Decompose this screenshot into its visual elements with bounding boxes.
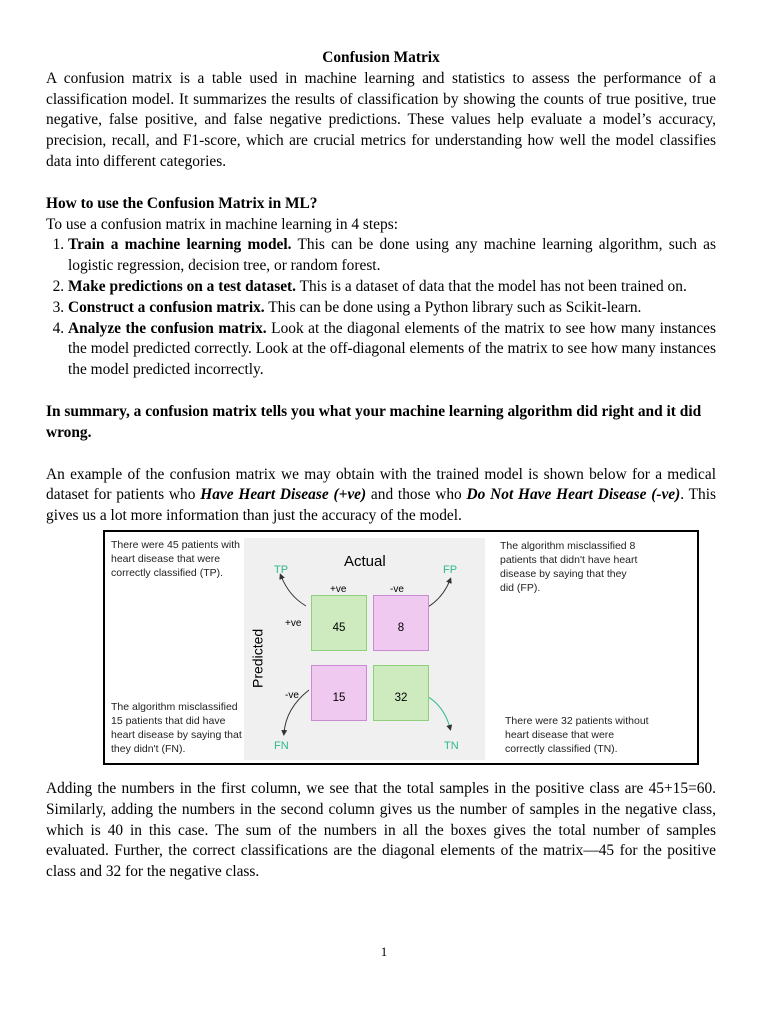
steps-list [46, 235, 716, 381]
row-header-neg: -ve [285, 689, 299, 701]
note-fp: The algorithm misclassified 8 patients that didn't have heart disease by saying that they did (FP). [500, 539, 638, 594]
step-title: Train a machine learning model. [68, 236, 292, 254]
example-text: . This gives us a lot more information than just the accuracy of the model. [46, 486, 716, 525]
note-tn: There were 32 patients without heart disease that were correctly classified (TN). [505, 714, 649, 755]
tp-label: TP [274, 563, 289, 576]
actual-label: Actual [344, 552, 386, 570]
closing-paragraph: Adding the numbers in the first column, we see that the total samples in the positive class are 45+15=60. Similarly, adding the numbers in the second column gives us the number of samples in the negative class, which is 40 in this case. The sum of the numbers in all the boxes gives the total number of samples evaluated. Further, the correct classifications are the diagonal elements of the matrix—45 for the positive class and 32 for the negative class. [46, 779, 716, 881]
step-title: Construct a confusion matrix. [68, 298, 265, 316]
note-tp: There were 45 patients with heart disease that were correctly classified (TP). [111, 538, 240, 579]
row-header-pos: +ve [285, 617, 302, 629]
note-fn: The algorithm misclassified 15 patients that did have heart disease by saying that they didn't (FN). [111, 700, 242, 755]
cell-false-positive: 8 [373, 595, 429, 651]
step-text: This is a dataset of data that the model has not been trained on. [296, 277, 687, 295]
matrix-panel [244, 538, 485, 760]
howto-lead: To use a confusion matrix in machine learning in 4 steps: [46, 215, 398, 233]
example-emphasis-positive: Have Heart Disease (+ve) [200, 486, 367, 504]
step-title: Make predictions on a test dataset. [68, 277, 296, 295]
fp-label: FP [443, 563, 458, 576]
fn-label: FN [274, 739, 289, 752]
step-text: This can be done using a Python library such as Scikit-learn. [264, 298, 642, 316]
cell-false-negative: 15 [311, 665, 367, 721]
cell-true-negative: 32 [373, 665, 429, 721]
example-paragraph [46, 465, 716, 527]
intro-paragraph: A confusion matrix is a table used in machine learning and statistics to assess the performance of a classification model. It summarizes the results of classification by showing the counts of true positive, true negative, false positive, and false negative predictions. These values help evaluate a model’s accuracy, precision, recall, and F1-score, which are crucial metrics for understanding how well the model classifies data into different categories. [46, 69, 716, 170]
step-text: Look at the diagonal elements of the matrix to see how many instances the model predicted correctly. Look at the off-diagonal elements of the matrix to see how many instances the model predicted incorrectly. [68, 319, 716, 379]
example-text: and those who [366, 486, 467, 504]
summary-paragraph: In summary, a confusion matrix tells you what your machine learning algorithm did right and it did wrong. [46, 402, 702, 441]
list-item [68, 277, 716, 298]
example-emphasis-negative: Do Not Have Heart Disease (-ve) [466, 486, 681, 504]
list-item [68, 298, 716, 319]
list-item [68, 319, 716, 381]
document-page [46, 48, 716, 883]
list-item [68, 235, 716, 277]
col-header-neg: -ve [390, 583, 404, 595]
step-title: Analyze the confusion matrix. [68, 319, 267, 337]
howto-heading: How to use the Confusion Matrix in ML? [46, 194, 318, 212]
page-title: Confusion Matrix [322, 49, 440, 66]
page-number: 1 [380, 944, 388, 959]
predicted-label: Predicted [249, 628, 266, 688]
tn-label: TN [444, 739, 459, 752]
col-header-pos: +ve [330, 583, 347, 595]
cell-true-positive: 45 [311, 595, 367, 651]
example-text: An example of the confusion matrix we may obtain with the trained model is shown below for a medical dataset for patients who [46, 465, 716, 504]
step-text: This can be done using any machine learning algorithm, such as logistic regression, decision tree, or random forest. [68, 236, 716, 275]
confusion-matrix-figure [103, 530, 699, 765]
